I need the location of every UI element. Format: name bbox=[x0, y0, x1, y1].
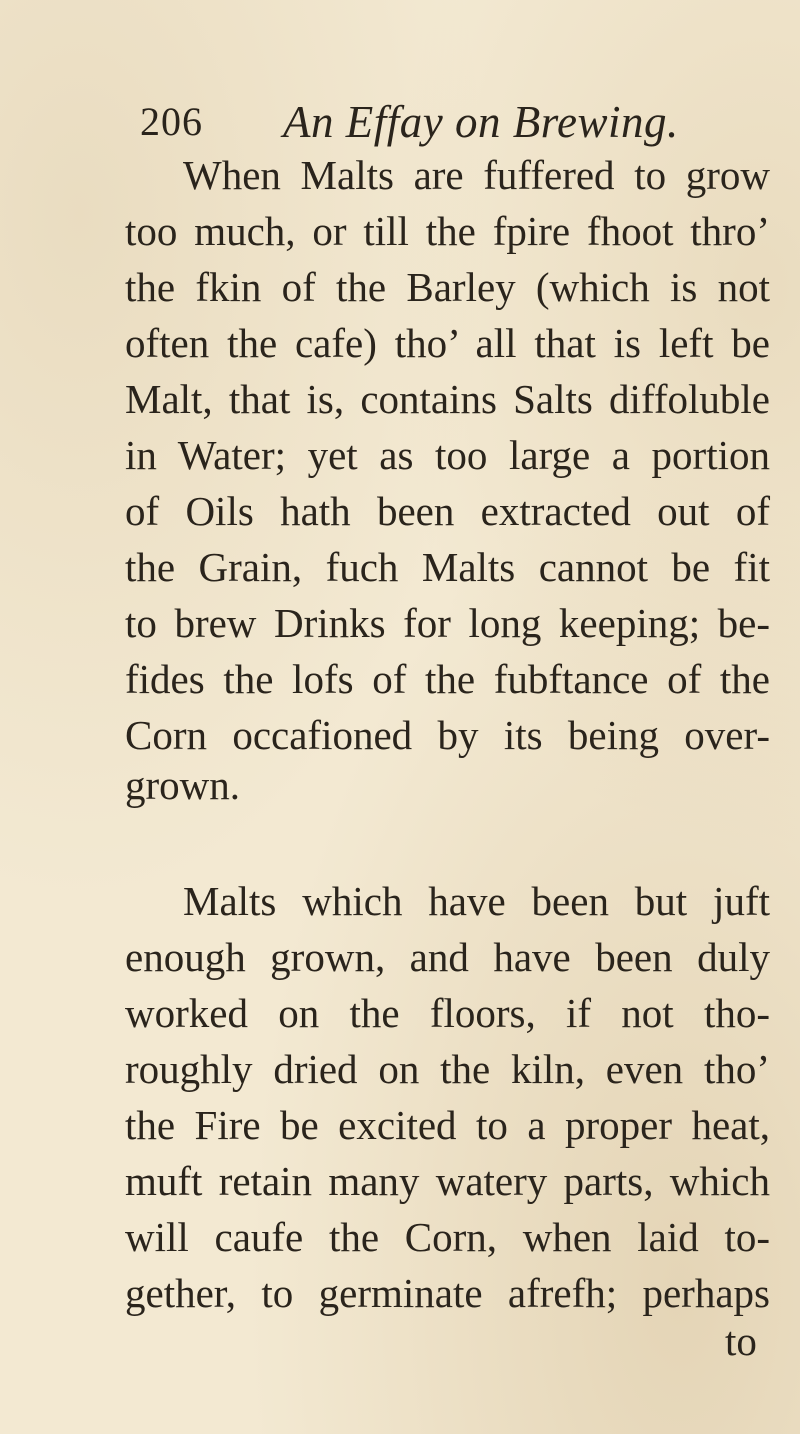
catchword: to bbox=[725, 1318, 757, 1364]
text-line: worked on the floors, if not tho- bbox=[125, 990, 770, 1036]
text-line: fides the lofs of the fubftance of the bbox=[125, 656, 770, 702]
running-head bbox=[0, 92, 800, 152]
text-line: too much, or till the fpire fhoot thro’ bbox=[125, 208, 770, 254]
text-line: grown. bbox=[125, 762, 241, 808]
text-line: the fkin of the Barley (which is not bbox=[125, 264, 770, 310]
running-title: An Effay on Brewing. bbox=[283, 97, 679, 147]
text-line: Malts which have been but juft bbox=[183, 878, 770, 924]
text-line: in Water; yet as too large a portion bbox=[125, 432, 770, 478]
text-line: the Grain, fuch Malts cannot be fit bbox=[125, 544, 770, 590]
text-line: the Fire be excited to a proper heat, bbox=[125, 1102, 770, 1148]
text-line: When Malts are fuffered to grow bbox=[183, 152, 770, 198]
text-line: enough grown, and have been duly bbox=[125, 934, 770, 980]
text-line: gether, to germinate afrefh; perhaps bbox=[125, 1270, 770, 1316]
text-line: to brew Drinks for long keeping; be- bbox=[125, 600, 770, 646]
text-line: roughly dried on the kiln, even tho’ bbox=[125, 1046, 770, 1092]
page-number: 206 bbox=[140, 99, 203, 144]
text-line: of Oils hath been extracted out of bbox=[125, 488, 770, 534]
text-line: often the cafe) tho’ all that is left be bbox=[125, 320, 770, 366]
text-line: muft retain many watery parts, which bbox=[125, 1158, 770, 1204]
text-line: Corn occafioned by its being over- bbox=[125, 712, 770, 758]
text-line: will caufe the Corn, when laid to- bbox=[125, 1214, 770, 1260]
text-line: Malt, that is, contains Salts diffoluble bbox=[125, 376, 770, 422]
